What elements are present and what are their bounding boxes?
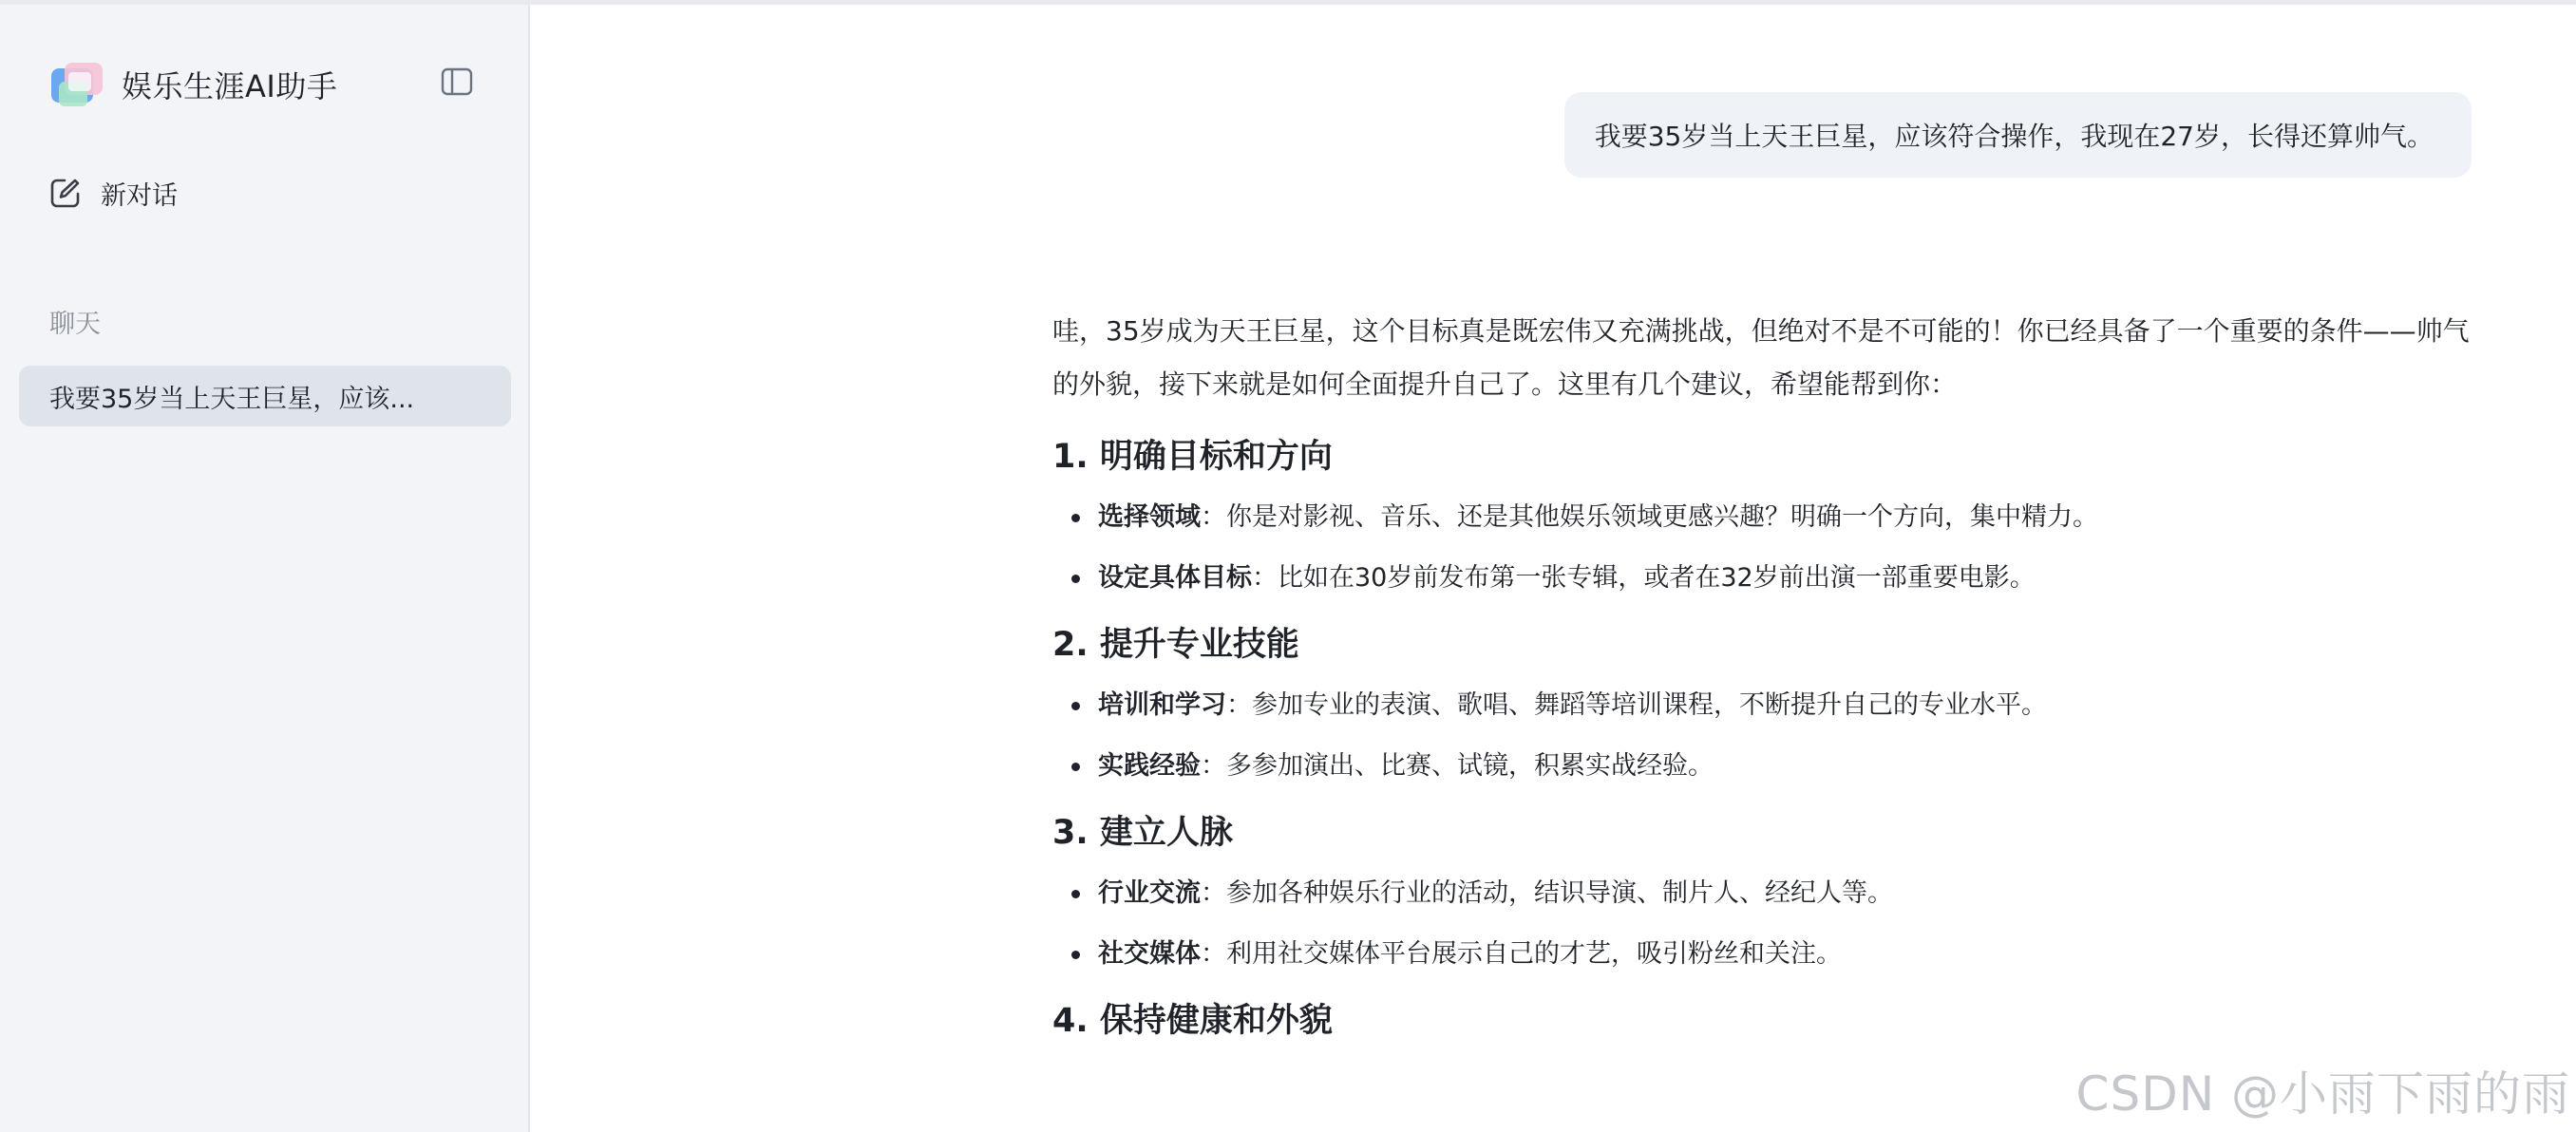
- app-logo-icon: [51, 59, 104, 110]
- answer-intro: [1052, 305, 2477, 411]
- brand: [51, 58, 337, 111]
- list-item-text: ：参加各种娱乐行业的活动，结识导演、制片人、经纪人等。: [1201, 878, 1893, 908]
- new-chat-button[interactable]: [49, 174, 178, 212]
- list-item-term: 行业交流: [1098, 878, 1201, 908]
- list-item-text: ：多参加演出、比赛、试镜，积累实战经验。: [1201, 751, 1714, 781]
- app-title: 娱乐生涯AI助手: [122, 68, 338, 104]
- list-item-term: 设定具体目标: [1098, 563, 1252, 593]
- list-item-text: ：参加专业的表演、歌唱、舞蹈等培训课程，不断提升自己的专业水平。: [1226, 690, 2047, 720]
- answer-intro-line-2: 的外貌，接下来就是如何全面提升自己了。这里有几个建议，希望能帮到你：: [1052, 368, 1958, 400]
- chat-history-item[interactable]: [19, 366, 511, 426]
- sidebar: [0, 5, 530, 1132]
- list-item: [1052, 745, 2477, 787]
- section-heading: 1. 明确目标和方向: [1052, 438, 1333, 476]
- list-item-term: 培训和学习: [1098, 690, 1226, 720]
- sidebar-toggle-icon[interactable]: [441, 67, 473, 96]
- list-item: [1052, 873, 2477, 915]
- answer-intro-line-1: 哇，35岁成为天王巨星，这个目标真是既宏伟又充满挑战，但绝对不是不可能的！你已经具备了一个重要的条件——帅气: [1052, 315, 2470, 347]
- section-heading: 3. 建立人脉: [1052, 814, 1233, 852]
- new-chat-label: 新对话: [101, 180, 178, 211]
- list-item-term: 选择领域: [1098, 502, 1201, 532]
- chat-main: [530, 5, 2576, 1132]
- bullet-list: [1052, 685, 2477, 787]
- list-item: [1052, 557, 2477, 599]
- list-item: [1052, 934, 2477, 975]
- chat-history-item-label: 我要35岁当上天王巨星，应该...: [49, 384, 415, 414]
- watermark: CSDN @小雨下雨的雨: [2075, 1066, 2570, 1122]
- list-item-term: 社交媒体: [1098, 939, 1201, 969]
- user-message-bubble: 我要35岁当上天王巨星，应该符合操作，我现在27岁，长得还算帅气。: [1564, 92, 2472, 178]
- section-heading: 4. 保持健康和外貌: [1052, 1002, 1333, 1040]
- list-item-text: ：你是对影视、音乐、还是其他娱乐领域更感兴趣？明确一个方向，集中精力。: [1201, 502, 2098, 532]
- list-item-text: ：利用社交媒体平台展示自己的才艺，吸引粉丝和关注。: [1201, 939, 1842, 969]
- section-heading: 2. 提升专业技能: [1052, 626, 1299, 664]
- list-item: [1052, 497, 2477, 538]
- edit-icon: [49, 177, 82, 209]
- list-item-text: ：比如在30岁前发布第一张专辑，或者在32岁前出演一部重要电影。: [1252, 563, 2036, 593]
- bullet-list: [1052, 873, 2477, 975]
- assistant-answer: [1052, 305, 2477, 1061]
- chat-section-title: 聊天: [49, 310, 101, 339]
- bullet-list: [1052, 497, 2477, 599]
- list-item-term: 实践经验: [1098, 751, 1201, 781]
- list-item: [1052, 685, 2477, 726]
